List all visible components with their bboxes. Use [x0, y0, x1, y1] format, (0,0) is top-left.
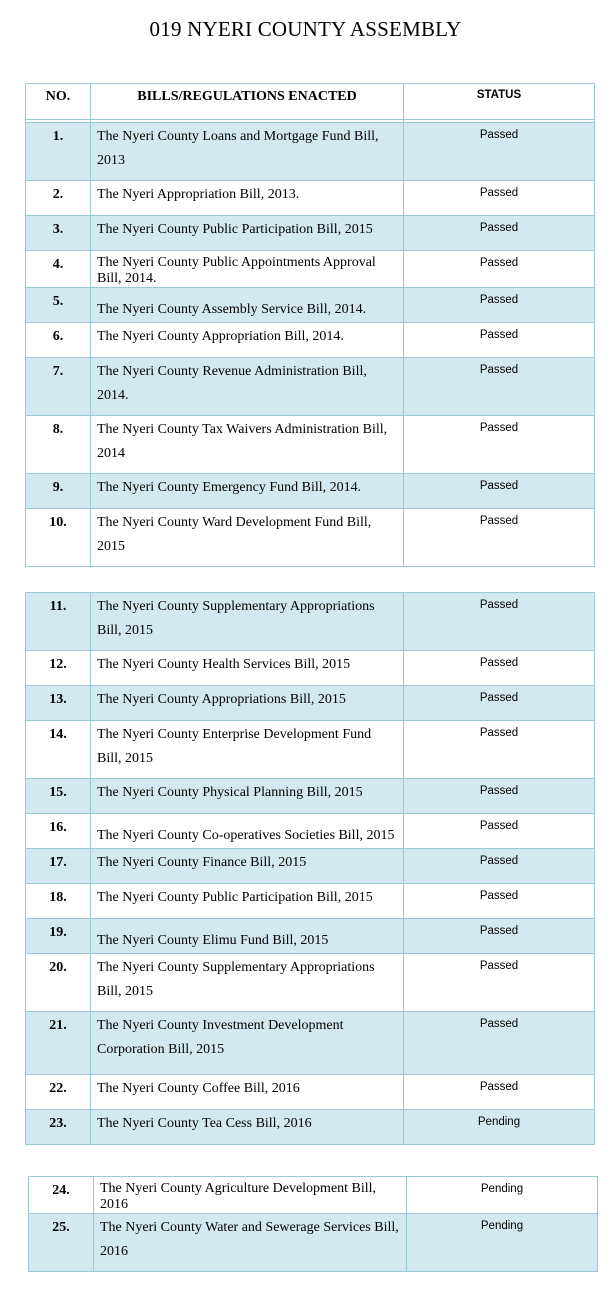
- row-bill: The Nyeri County Investment Development Corporation Bill, 2015: [91, 1012, 404, 1075]
- row-bill: The Nyeri County Emergency Fund Bill, 2014.: [91, 474, 404, 509]
- table-header-row: [26, 84, 595, 120]
- table-row: [26, 721, 595, 779]
- row-status: Pending: [407, 1177, 598, 1214]
- bills-table-3: [28, 1176, 598, 1272]
- table-row: [26, 849, 595, 884]
- row-number: 23.: [26, 1110, 91, 1145]
- row-bill: The Nyeri County Supplementary Appropriations Bill, 2015: [91, 954, 404, 1012]
- table-row: [26, 651, 595, 686]
- row-number: 14.: [26, 721, 91, 779]
- row-status: Passed: [404, 474, 595, 509]
- row-status: Passed: [404, 849, 595, 884]
- row-number: 24.: [29, 1177, 94, 1214]
- row-number: 8.: [26, 416, 91, 474]
- table-row: [29, 1177, 598, 1214]
- row-status: Passed: [404, 1012, 595, 1075]
- row-bill: The Nyeri County Assembly Service Bill, 2014.: [91, 288, 404, 323]
- table-row: [26, 593, 595, 651]
- header-no: NO.: [26, 84, 91, 120]
- row-bill: The Nyeri County Co-operatives Societies Bill, 2015: [91, 814, 404, 849]
- row-status: Passed: [404, 509, 595, 567]
- row-number: 15.: [26, 779, 91, 814]
- table-row: [26, 919, 595, 954]
- row-status: Passed: [404, 251, 595, 288]
- row-bill: The Nyeri County Public Participation Bill, 2015: [91, 884, 404, 919]
- row-number: 21.: [26, 1012, 91, 1075]
- table-row: [26, 814, 595, 849]
- row-status: Passed: [404, 593, 595, 651]
- row-status: Passed: [404, 884, 595, 919]
- row-number: 13.: [26, 686, 91, 721]
- row-number: 25.: [29, 1214, 94, 1272]
- header-status: STATUS: [404, 84, 595, 120]
- row-status: Passed: [404, 651, 595, 686]
- table-row: [26, 416, 595, 474]
- row-bill: The Nyeri County Elimu Fund Bill, 2015: [91, 919, 404, 954]
- row-number: 11.: [26, 593, 91, 651]
- table-row: [26, 358, 595, 416]
- row-number: 2.: [26, 181, 91, 216]
- row-bill: The Nyeri County Agriculture Development Bill, 2016: [94, 1177, 407, 1214]
- row-status: Passed: [404, 358, 595, 416]
- row-bill: The Nyeri County Enterprise Development Fund Bill, 2015: [91, 721, 404, 779]
- row-bill: The Nyeri County Public Appointments Approval Bill, 2014.: [91, 251, 404, 288]
- row-bill: The Nyeri County Ward Development Fund Bill, 2015: [91, 509, 404, 567]
- row-bill: The Nyeri County Appropriation Bill, 2014.: [91, 323, 404, 358]
- table-row: [26, 323, 595, 358]
- row-number: 5.: [26, 288, 91, 323]
- row-number: 18.: [26, 884, 91, 919]
- row-status: Passed: [404, 123, 595, 181]
- row-status: Passed: [404, 686, 595, 721]
- bills-table-2: [25, 592, 595, 1145]
- table-row: [26, 216, 595, 251]
- table-row: [26, 884, 595, 919]
- row-status: Pending: [407, 1214, 598, 1272]
- table-row: [26, 474, 595, 509]
- table-row: [26, 251, 595, 288]
- row-bill: The Nyeri County Public Participation Bill, 2015: [91, 216, 404, 251]
- row-number: 1.: [26, 123, 91, 181]
- table-row: [26, 1110, 595, 1145]
- row-bill: The Nyeri County Tax Waivers Administration Bill, 2014: [91, 416, 404, 474]
- table-row: [26, 181, 595, 216]
- row-status: Passed: [404, 416, 595, 474]
- row-status: Passed: [404, 954, 595, 1012]
- row-number: 7.: [26, 358, 91, 416]
- row-bill: The Nyeri County Loans and Mortgage Fund Bill, 2013: [91, 123, 404, 181]
- row-bill: The Nyeri County Tea Cess Bill, 2016: [91, 1110, 404, 1145]
- table-row: [26, 779, 595, 814]
- row-status: Passed: [404, 216, 595, 251]
- header-bill: BILLS/REGULATIONS ENACTED: [91, 84, 404, 120]
- table-row: [26, 1012, 595, 1075]
- row-bill: The Nyeri County Finance Bill, 2015: [91, 849, 404, 884]
- row-number: 4.: [26, 251, 91, 288]
- row-status: Passed: [404, 721, 595, 779]
- row-bill: The Nyeri County Physical Planning Bill, 2015: [91, 779, 404, 814]
- row-bill: The Nyeri County Water and Sewerage Services Bill, 2016: [94, 1214, 407, 1272]
- row-number: 6.: [26, 323, 91, 358]
- row-number: 22.: [26, 1075, 91, 1110]
- row-status: Passed: [404, 288, 595, 323]
- row-bill: The Nyeri County Health Services Bill, 2015: [91, 651, 404, 686]
- row-status: Passed: [404, 779, 595, 814]
- table-row: [26, 1075, 595, 1110]
- table-row: [26, 509, 595, 567]
- row-number: 19.: [26, 919, 91, 954]
- row-number: 9.: [26, 474, 91, 509]
- row-number: 16.: [26, 814, 91, 849]
- table-row: [29, 1214, 598, 1272]
- row-bill: The Nyeri County Coffee Bill, 2016: [91, 1075, 404, 1110]
- row-bill: The Nyeri County Supplementary Appropriations Bill, 2015: [91, 593, 404, 651]
- row-number: 10.: [26, 509, 91, 567]
- row-bill: The Nyeri County Revenue Administration Bill, 2014.: [91, 358, 404, 416]
- bills-table-1: [25, 83, 595, 567]
- row-status: Passed: [404, 1075, 595, 1110]
- row-status: Passed: [404, 323, 595, 358]
- row-number: 20.: [26, 954, 91, 1012]
- table-row: [26, 954, 595, 1012]
- row-bill: The Nyeri Appropriation Bill, 2013.: [91, 181, 404, 216]
- row-status: Passed: [404, 919, 595, 954]
- table-row: [26, 686, 595, 721]
- table-row: [26, 288, 595, 323]
- row-number: 17.: [26, 849, 91, 884]
- row-number: 3.: [26, 216, 91, 251]
- table-row: [26, 123, 595, 181]
- row-number: 12.: [26, 651, 91, 686]
- row-status: Passed: [404, 814, 595, 849]
- page-title: 019 NYERI COUNTY ASSEMBLY: [149, 17, 462, 41]
- row-bill: The Nyeri County Appropriations Bill, 2015: [91, 686, 404, 721]
- row-status: Pending: [404, 1110, 595, 1145]
- row-status: Passed: [404, 181, 595, 216]
